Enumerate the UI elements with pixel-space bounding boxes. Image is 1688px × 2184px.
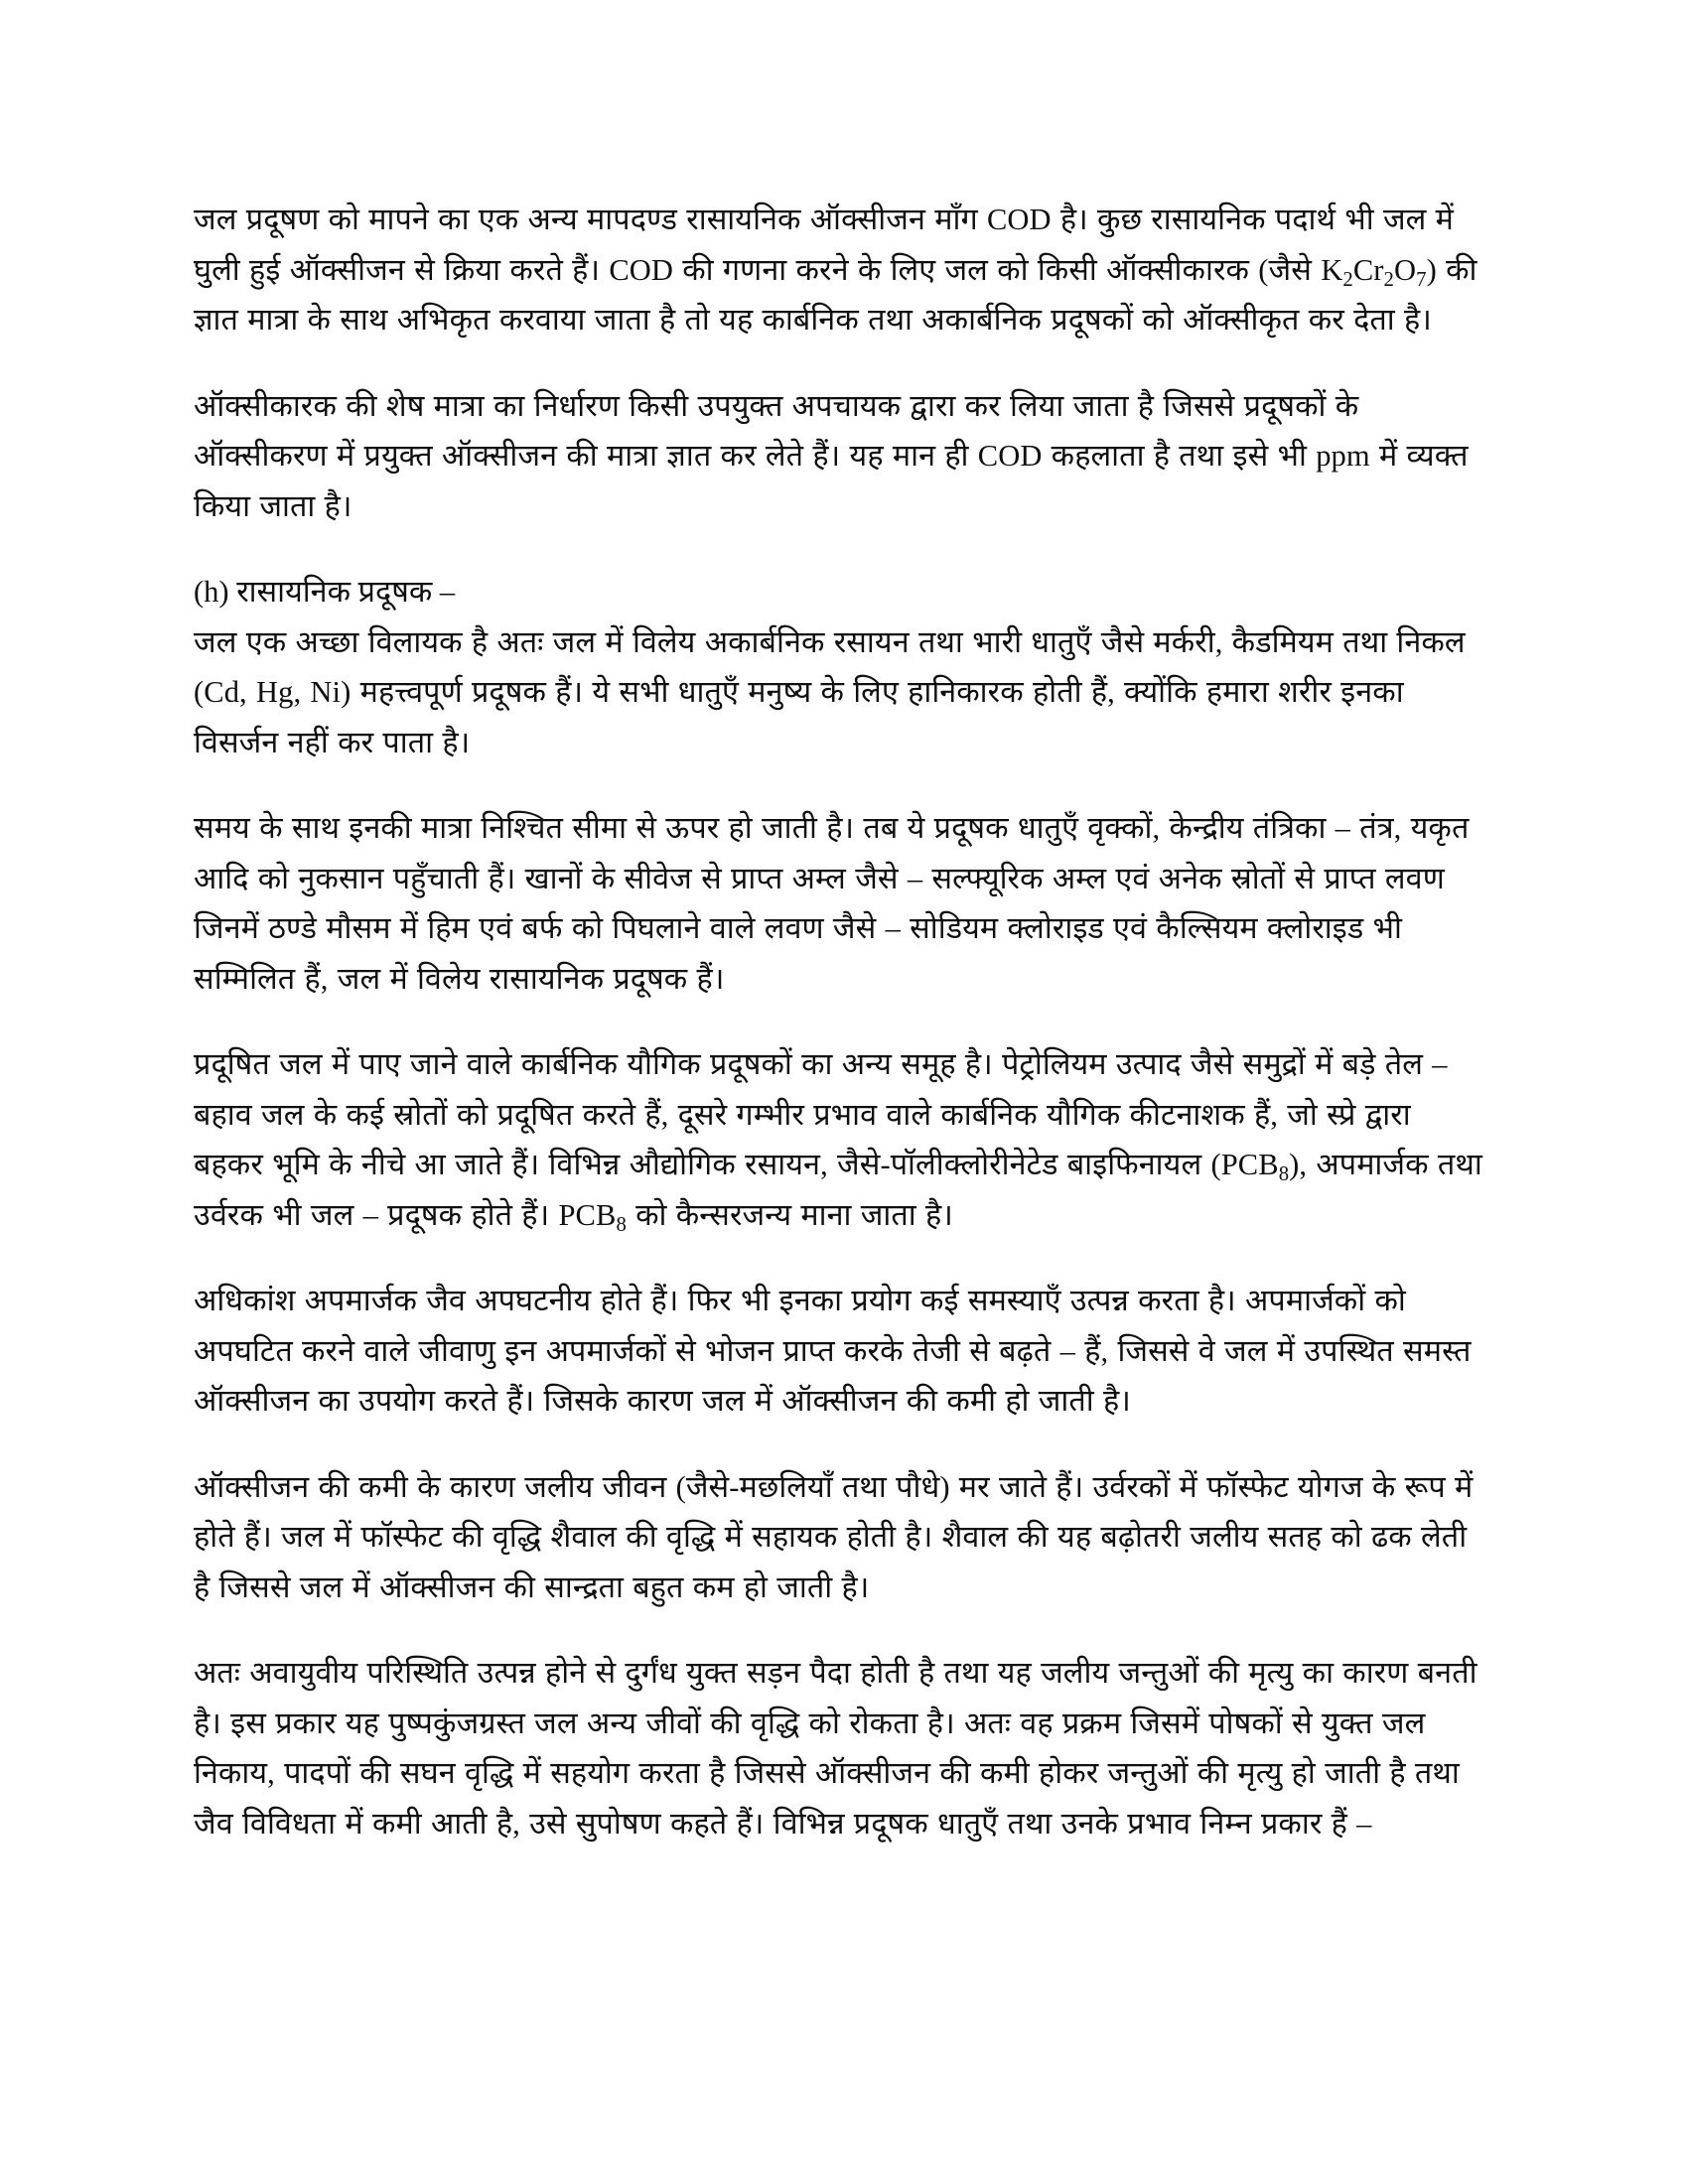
paragraph-detergents: अधिकांश अपमार्जक जैव अपघटनीय होते हैं। फिर भी इनका प्रयोग कई समस्याएँ उत्पन्न करता है। अपमार्जकों को अपघटित करने वाले जीवाणु इन अपमार्जकों से भोजन प्राप्त करके तेजी से बढ़ते – हैं, जिससे वे जल में उपस्थित समस्त ऑक्सीजन का उपयोग करते हैं। जिसके कारण जल में ऑक्सीजन की कमी हो जाती है। — [194, 1284, 1472, 1418]
subscript: 2 — [1342, 268, 1353, 291]
paragraph-text-cont: Cr — [1352, 252, 1384, 287]
paragraph-heavy-metals: जल एक अच्छा विलायक है अतः जल में विलेय अकार्बनिक रसायन तथा भारी धातुएँ जैसे मर्करी, कैडमियम तथा निकल (Cd, Hg, Ni) महत्त्वपूर्ण प्रदूषक हैं। ये सभी धातुएँ मनुष्य के लिए हानिकारक होती हैं, क्योंकि हमारा शरीर इनका विसर्जन नहीं कर पाता है। — [194, 624, 1466, 759]
paragraph-cod-intro — [194, 195, 1486, 345]
paragraph-text: जल प्रदूषण को मापने का एक अन्य मापदण्ड रासायनिक ऑक्सीजन माँग COD है। कुछ रासायनिक पदार्थ भी जल में घुली हुई ऑक्सीजन से क्रिया करते हैं। COD की गणना करने के लिए जल को किसी ऑक्सीकारक (जैसे K — [194, 203, 1455, 287]
paragraph-text-cont: ) की ज्ञात मात्रा के साथ अभिकृत करवाया जाता है तो यह कार्बनिक तथा अकार्बनिक प्रदूषकों को ऑक्सीकृत कर देता है। — [194, 252, 1477, 337]
paragraph-text: प्रदूषित जल में पाए जाने वाले कार्बनिक यौगिक प्रदूषकों का अन्य समूह है। पेट्रोलियम उत्पाद जैसे समुद्रों में बड़े तेल – बहाव जल के कई स्रोतों को प्रदूषित करते हैं, दूसरे गम्भीर प्रभाव वाले कार्बनिक यौगिक कीटनाशक हैं, जो स्प्रे द्वारा बहकर भूमि के नीचे आ जाते हैं। विभिन्न औद्योगिक रसायन, जैसे-पॉलीक्लोरीनेटेड बाइफिनायल (PCB — [194, 1047, 1448, 1181]
paragraph-text-cont: ), अपमार्जक तथा उर्वरक भी जल – प्रदूषक होते हैं। PCB — [194, 1148, 1482, 1232]
paragraph-accumulation: समय के साथ इनकी मात्रा निश्चित सीमा से ऊपर हो जाती है। तब ये प्रदूषक धातुएँ वृक्कों, केन्द्रीय तंत्रिका – तंत्र, यकृत आदि को नुकसान पहुँचाती हैं। खानों के सीवेज से प्राप्त अम्ल जैसे – सल्फ्यूरिक अम्ल एवं अनेक स्रोतों से प्राप्त लवण जिनमें ठण्डे मौसम में हिम एवं बर्फ को पिघलाने वाले लवण जैसे – सोडियम क्लोराइड एवं कैल्सियम क्लोराइड भी सम्मिलित हैं, जल में विलेय रासायनिक प्रदूषक हैं। — [194, 811, 1470, 996]
subscript: 8 — [616, 1213, 627, 1236]
paragraph-text-cont: को कैन्सरजन्य माना जाता है। — [626, 1197, 953, 1232]
subscript: 7 — [1416, 268, 1427, 291]
subscript: 8 — [1278, 1162, 1290, 1185]
paragraph-eutrophication: अतः अवायुवीय परिस्थिति उत्पन्न होने से दुर्गंध युक्त सड़न पैदा होती है तथा यह जलीय जन्तुओं की मृत्यु का कारण बनती है। इस प्रकार यह पुष्पकुंजग्रस्त जल अन्य जीवों की वृद्धि को रोकता है। अतः वह प्रक्रम जिसमें पोषकों से युक्त जल निकाय, पादपों की सघन वृद्धि में सहयोग करता है जिससे ऑक्सीजन की कमी होकर जन्तुओं की मृत्यु हो जाती है तथा जैव विविधता में कमी आती है, उसे सुपोषण कहते हैं। विभिन्न प्रदूषक धातुएँ तथा उनके प्रभाव निम्न प्रकार हैं – — [194, 1656, 1477, 1841]
paragraph-phosphate-algae: ऑक्सीजन की कमी के कारण जलीय जीवन (जैसे-मछलियाँ तथा पौधे) मर जाते हैं। उर्वरकों में फॉस्फेट योगज के रूप में होते हैं। जल में फॉस्फेट की वृद्धि शैवाल की वृद्धि में सहायक होती है। शैवाल की यह बढ़ोतरी जलीय सतह को ढक लेती है जिससे जल में ऑक्सीजन की सान्द्रता बहुत कम हो जाती है। — [194, 1469, 1474, 1604]
subscript: 2 — [1383, 268, 1395, 291]
section-heading-h: (h) रासायनिक प्रदूषक – — [194, 575, 456, 609]
paragraph-cod-ppm: ऑक्सीकारक की शेष मात्रा का निर्धारण किसी उपयुक्त अपचायक द्वारा कर लिया जाता है जिससे प्रदूषकों के ऑक्सीकरण में प्रयुक्त ऑक्सीजन की मात्रा ज्ञात कर लेते हैं। यह मान ही COD कहलाता है तथा इसे भी ppm में व्यक्त किया जाता है। — [194, 388, 1469, 523]
page-content — [194, 195, 1486, 1848]
paragraph-text-cont: O — [1394, 252, 1417, 287]
paragraph-organic-pollutants — [194, 1039, 1486, 1240]
